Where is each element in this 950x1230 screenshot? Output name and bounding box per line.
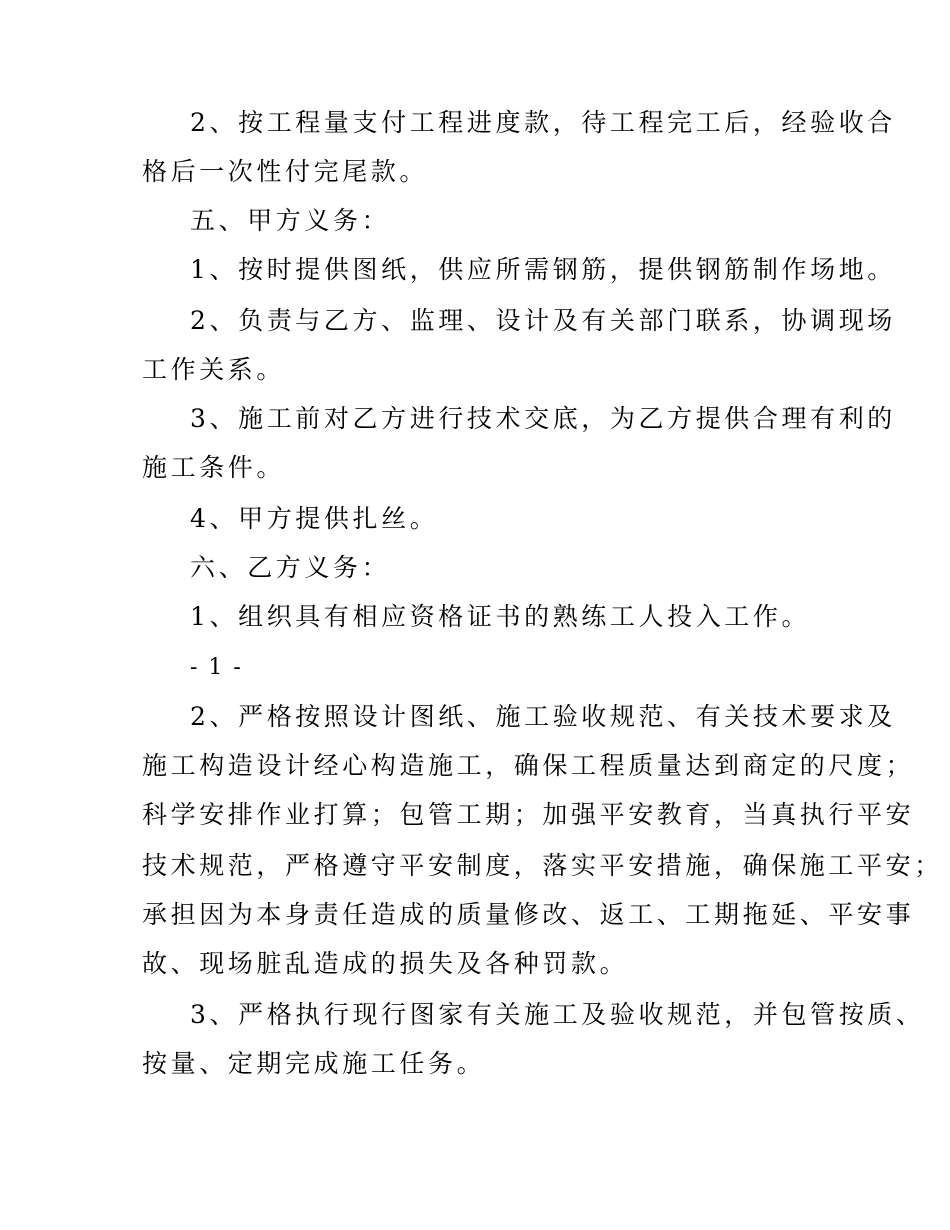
section-heading: 五、甲方义务： bbox=[190, 206, 391, 235]
paragraph-line: 2、按工程量支付工程进度款，待工程完工后，经验收合 bbox=[190, 108, 896, 137]
section-heading: 六、乙方义务： bbox=[190, 553, 391, 582]
paragraph-line: 1、按时提供图纸，供应所需钢筋，提供钢筋制作场地。 bbox=[190, 255, 896, 284]
paragraph-line: 承担因为本身责任造成的质量修改、返工、工期拖延、平安事 bbox=[142, 900, 915, 929]
paragraph-line: 按量、定期完成施工任务。 bbox=[142, 1049, 486, 1078]
paragraph-line: 施工条件。 bbox=[142, 453, 286, 482]
paragraph-line: 2、严格按照设计图纸、施工验收规范、有关技术要求及 bbox=[190, 702, 896, 731]
page-number: - 1 - bbox=[190, 655, 243, 680]
paragraph-line: 技术规范，严格遵守平安制度，落实平安措施，确保施工平安； bbox=[142, 851, 943, 880]
paragraph-line: 2、负责与乙方、监理、设计及有关部门联系，协调现场 bbox=[190, 306, 896, 335]
paragraph-line: 格后一次性付完尾款。 bbox=[142, 157, 429, 186]
paragraph-line: 施工构造设计经心构造施工，确保工程质量达到商定的尺度； bbox=[142, 751, 915, 780]
paragraph-line: 故、现场脏乱造成的损失及各种罚款。 bbox=[142, 949, 629, 978]
paragraph-line: 1、组织具有相应资格证书的熟练工人投入工作。 bbox=[190, 602, 811, 631]
paragraph-line: 3、施工前对乙方进行技术交底，为乙方提供合理有利的 bbox=[190, 404, 896, 433]
paragraph-line: 科学安排作业打算；包管工期；加强平安教育，当真执行平安 bbox=[142, 800, 915, 829]
paragraph-line: 3、严格执行现行图家有关施工及验收规范，并包管按质、 bbox=[190, 1000, 925, 1029]
paragraph-line: 工作关系。 bbox=[142, 355, 286, 384]
paragraph-line: 4、甲方提供扎丝。 bbox=[190, 504, 439, 533]
